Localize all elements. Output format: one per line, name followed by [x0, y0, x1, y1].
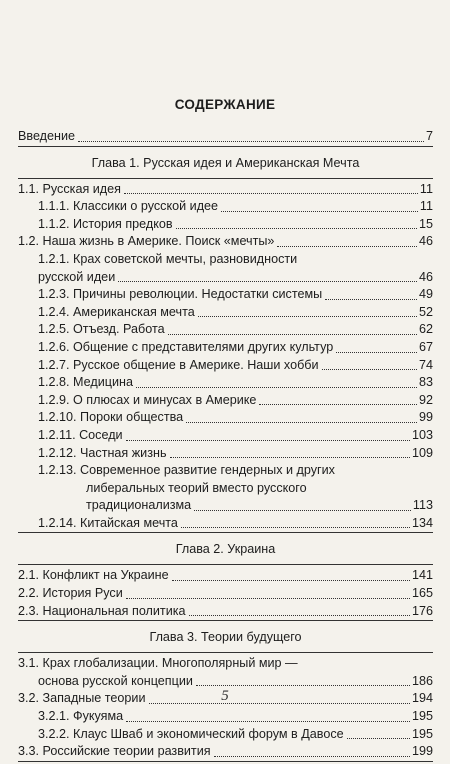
toc-entry: [18, 357, 433, 375]
toc-entry-title-continued: русской идеи: [38, 269, 116, 284]
leader-dots: [347, 738, 410, 739]
toc-entry-page: 134: [411, 515, 433, 530]
toc-entry-title: 1.1.1. Классики о русской идее: [38, 199, 219, 214]
toc-entry-title: 2.1. Конфликт на Украине: [18, 568, 169, 583]
toc-entry-title: Введение: [18, 129, 76, 143]
toc-entry-title: 1.2.14. Китайская мечта: [38, 515, 178, 530]
leader-dots: [124, 193, 418, 194]
toc-entry-title: 1.2.5. Отъезд. Работа: [38, 322, 165, 337]
toc-entry-page: 103: [411, 427, 433, 442]
toc-entry-title-continued: традиционализма: [86, 498, 192, 513]
toc-entry-title: 1.2.6. Общение с представителями других культур: [38, 339, 334, 354]
toc-entry-page: 7: [425, 129, 433, 143]
toc-entry-title: 1.2. Наша жизнь в Америке. Поиск «мечты»: [18, 234, 275, 249]
toc-entry-title: 1.2.12. Частная жизнь: [38, 445, 167, 460]
toc-entry-title: 3.1. Крах глобализации. Многополярный мир —: [18, 656, 298, 671]
leader-dots: [322, 369, 417, 370]
toc-entry-page: 11: [419, 199, 433, 214]
leader-dots: [126, 440, 410, 441]
leader-dots: [78, 141, 424, 142]
toc-entry-title: 1.2.7. Русское общение в Америке. Наши хобби: [38, 357, 319, 372]
contents-heading: СОДЕРЖАНИЕ: [174, 97, 276, 112]
toc-entry: [18, 585, 433, 603]
chapter-1-title: Глава 1. Русская идея и Американская Мечта: [91, 155, 360, 170]
toc-entry-title: 1.1. Русская идея: [18, 181, 121, 196]
leader-dots: [196, 685, 410, 686]
divider: [18, 532, 433, 533]
toc-entry: [18, 304, 433, 322]
toc-entry: [18, 409, 433, 427]
toc-entry-page: 46: [418, 234, 433, 249]
toc-entry-title: 1.2.3. Причины революции. Недостатки системы: [38, 287, 323, 302]
toc-entry-page: 67: [418, 339, 433, 354]
toc-entry-page: 194: [411, 691, 433, 706]
leader-dots: [136, 387, 417, 388]
toc-entry-title: 1.2.8. Медицина: [38, 375, 133, 390]
toc-entry-page: 199: [411, 744, 433, 759]
page-number: 5: [221, 688, 229, 704]
toc-entry: [18, 181, 433, 199]
toc-entry: [18, 515, 433, 533]
toc-entry-title: 1.2.11. Соседи: [38, 427, 123, 442]
divider: [18, 761, 433, 762]
toc-entry-page: 46: [418, 269, 433, 284]
chapter-2-title: Глава 2. Украина: [175, 542, 276, 557]
toc-entry-title: 1.2.1. Крах советской мечты, разновидности: [38, 251, 298, 266]
toc-entry: [18, 339, 433, 357]
toc-entry-page: 109: [411, 445, 433, 460]
toc-entry-title: 3.2. Западные теории: [18, 691, 146, 706]
toc-entry-title-continued: основа русской концепции: [38, 673, 193, 688]
leader-dots: [189, 615, 410, 616]
leader-dots: [181, 527, 410, 528]
leader-dots: [126, 721, 410, 722]
leader-dots: [170, 457, 410, 458]
leader-dots: [186, 422, 417, 423]
divider: [18, 564, 433, 565]
leader-dots: [118, 281, 417, 282]
toc-entry: [18, 497, 433, 515]
toc-entry-page: 176: [411, 603, 433, 618]
leader-dots: [221, 211, 418, 212]
leader-dots: [325, 299, 417, 300]
divider: [18, 178, 433, 179]
divider: [18, 146, 433, 147]
toc-entry-page: 141: [411, 568, 433, 583]
divider: [18, 652, 433, 653]
toc-entry-title: 3.2.2. Клаус Шваб и экономический форум в Давосе: [38, 726, 344, 741]
toc-entry: [18, 286, 433, 304]
toc-entry: [18, 726, 433, 744]
toc-entry-title: 3.2.1. Фукуяма: [38, 709, 124, 724]
toc-entry: [18, 233, 433, 251]
toc-entry: [18, 445, 433, 463]
toc-entry-page: 49: [418, 287, 433, 302]
toc-entry: [18, 321, 433, 339]
toc-entry-intro: [18, 128, 433, 146]
toc-entry-line: [18, 251, 433, 269]
toc-entry-page: 15: [418, 216, 433, 231]
toc-entry: [18, 567, 433, 585]
toc-entry-page: 11: [419, 181, 433, 196]
toc-entry-line: [18, 462, 433, 480]
toc-entry-page: 99: [418, 410, 433, 425]
toc-entry-title-continued: либеральных теорий вместо русского: [86, 480, 307, 495]
toc-entry-page: 62: [418, 322, 433, 337]
toc-entry-title: 1.2.4. Американская мечта: [38, 304, 195, 319]
toc-entry-page: 195: [411, 726, 433, 741]
leader-dots: [172, 580, 410, 581]
toc-entry: [18, 216, 433, 234]
leader-dots: [277, 246, 417, 247]
table-of-contents: [18, 128, 433, 764]
toc-entry: [18, 374, 433, 392]
toc-entry: [18, 427, 433, 445]
toc-entry-title: 1.2.10. Пороки общества: [38, 410, 184, 425]
leader-dots: [194, 510, 411, 511]
toc-entry-line: [18, 655, 433, 673]
chapter-3-title: Глава 3. Теории будущего: [149, 630, 302, 645]
toc-entry: [18, 269, 433, 287]
leader-dots: [126, 598, 410, 599]
toc-entry-page: 74: [418, 357, 433, 372]
toc-entry: [18, 603, 433, 621]
toc-entry-line: [18, 480, 433, 498]
toc-entry-page: 195: [411, 709, 433, 724]
toc-entry-title: 1.2.9. О плюсах и минусах в Америке: [38, 392, 257, 407]
toc-entry-page: 165: [411, 586, 433, 601]
leader-dots: [176, 228, 417, 229]
leader-dots: [336, 352, 417, 353]
toc-entry-title: 2.3. Национальная политика: [18, 603, 186, 618]
toc-entry-page: 83: [418, 375, 433, 390]
divider: [18, 620, 433, 621]
toc-entry-page: 186: [411, 673, 433, 688]
toc-entry: [18, 743, 433, 761]
leader-dots: [259, 404, 417, 405]
toc-entry: [18, 392, 433, 410]
leader-dots: [214, 756, 410, 757]
toc-entry: [18, 198, 433, 216]
toc-entry-page: 113: [412, 498, 433, 513]
toc-entry-page: 52: [418, 304, 433, 319]
leader-dots: [168, 334, 417, 335]
toc-entry-page: 92: [418, 392, 433, 407]
toc-entry-title: 1.1.2. История предков: [38, 216, 173, 231]
toc-entry-title: 1.2.13. Современное развитие гендерных и других: [38, 463, 335, 478]
leader-dots: [198, 316, 417, 317]
toc-entry-title: 2.2. История Руси: [18, 586, 123, 601]
toc-entry-title: 3.3. Российские теории развития: [18, 744, 211, 759]
